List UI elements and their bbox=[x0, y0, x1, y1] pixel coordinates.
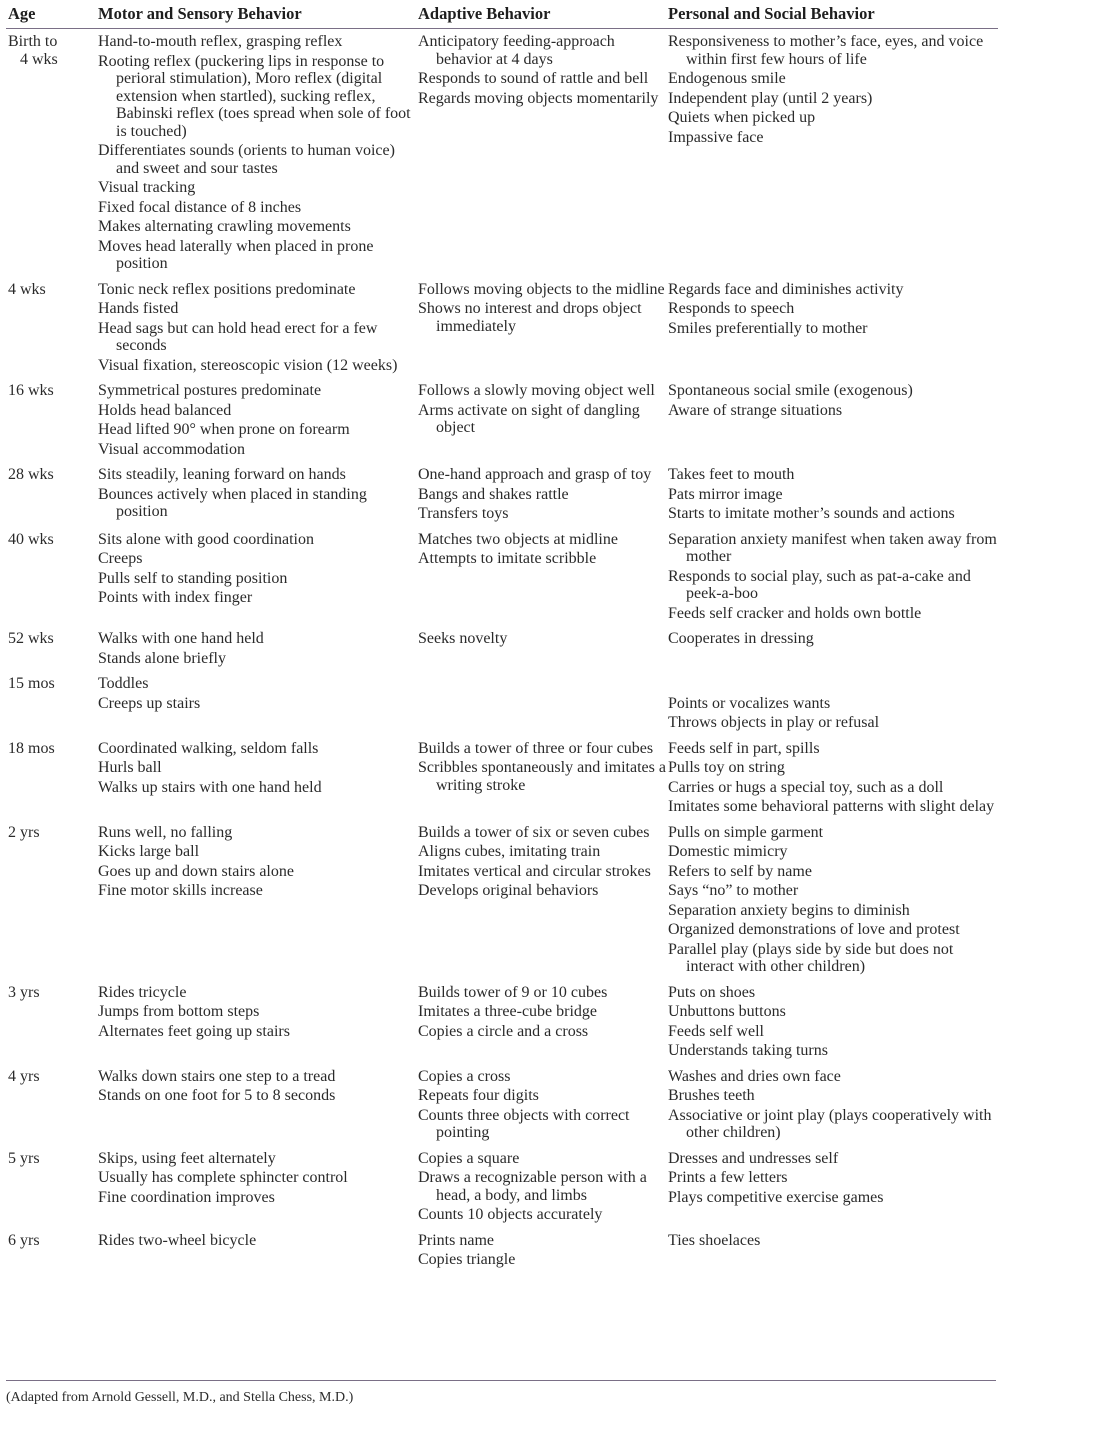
motor-item: Alternates feet going up stairs bbox=[98, 1022, 290, 1040]
age-label: 6 yrs bbox=[8, 1231, 40, 1249]
age-label: 40 wks bbox=[8, 530, 54, 548]
adaptive-item: Aligns cubes, imitating train bbox=[418, 843, 601, 860]
table-row bbox=[6, 1064, 998, 1146]
motor-item: Visual fixation, stereoscopic vision (12 weeks) bbox=[98, 356, 398, 374]
social-item: Endogenous smile bbox=[668, 70, 786, 87]
adaptive-cell bbox=[416, 626, 666, 671]
social-item: Quiets when picked up bbox=[668, 109, 816, 126]
adaptive-item: Copies triangle bbox=[418, 1251, 516, 1268]
adaptive-item: Draws a recognizable person with a head, a body, and limbs bbox=[418, 1169, 647, 1204]
age-label: 4 wks bbox=[8, 280, 46, 298]
social-cell bbox=[666, 29, 998, 277]
social-item bbox=[668, 675, 998, 693]
motor-item: Walks with one hand held bbox=[98, 630, 264, 647]
adaptive-item: Matches two objects at midline bbox=[418, 530, 618, 548]
social-item: Washes and dries own face bbox=[668, 1067, 841, 1085]
adaptive-item: Repeats four digits bbox=[418, 1087, 539, 1104]
social-cell bbox=[666, 1064, 998, 1146]
adaptive-cell bbox=[416, 1228, 666, 1273]
adaptive-item: Prints name bbox=[418, 1231, 494, 1249]
motor-item: Visual accommodation bbox=[98, 440, 245, 458]
social-item: Smiles preferentially to mother bbox=[668, 319, 868, 337]
table-row bbox=[6, 527, 998, 627]
table-row bbox=[6, 671, 998, 736]
motor-item: Visual tracking bbox=[98, 179, 196, 196]
social-item: Regards face and diminishes activity bbox=[668, 280, 904, 298]
motor-item: Toddles bbox=[98, 675, 149, 692]
social-item: Organized demonstrations of love and protest bbox=[668, 921, 960, 938]
adaptive-cell bbox=[416, 980, 666, 1064]
motor-cell bbox=[96, 626, 416, 671]
motor-item: Moves head laterally when placed in prone position bbox=[98, 237, 374, 272]
motor-cell bbox=[96, 820, 416, 980]
motor-item: Stands alone briefly bbox=[98, 649, 226, 667]
social-item: Separation anxiety manifest when taken away from mother bbox=[668, 530, 997, 565]
document-page bbox=[6, 0, 998, 1273]
adaptive-item: One-hand approach and grasp of toy bbox=[418, 466, 652, 483]
table-row bbox=[6, 626, 998, 671]
header-adaptive: Adaptive Behavior bbox=[416, 0, 666, 29]
motor-item: Head sags but can hold head erect for a few seconds bbox=[98, 319, 378, 354]
social-item: Unbuttons buttons bbox=[668, 1003, 786, 1020]
social-cell bbox=[666, 820, 998, 980]
motor-cell bbox=[96, 980, 416, 1064]
adaptive-cell bbox=[416, 277, 666, 379]
motor-item: Head lifted 90° when prone on forearm bbox=[98, 421, 350, 438]
social-item: Pats mirror image bbox=[668, 485, 783, 503]
social-item: Takes feet to mouth bbox=[668, 466, 795, 483]
table-row bbox=[6, 462, 998, 527]
adaptive-item: Counts 10 objects accurately bbox=[418, 1206, 603, 1223]
social-item: Responds to social play, such as pat-a-cake and peek-a-boo bbox=[668, 567, 971, 602]
motor-item: Rides two-wheel bicycle bbox=[98, 1231, 257, 1249]
social-item: Dresses and undresses self bbox=[668, 1149, 839, 1167]
motor-item: Runs well, no falling bbox=[98, 823, 233, 841]
social-cell bbox=[666, 671, 998, 736]
motor-item: Stands on one foot for 5 to 8 seconds bbox=[98, 1087, 336, 1104]
motor-item: Symmetrical postures predominate bbox=[98, 382, 322, 399]
motor-item: Sits steadily, leaning forward on hands bbox=[98, 466, 346, 483]
table-row bbox=[6, 29, 998, 277]
social-item: Puts on shoes bbox=[668, 983, 756, 1001]
motor-item: Pulls self to standing position bbox=[98, 569, 288, 587]
adaptive-cell bbox=[416, 527, 666, 627]
header-motor: Motor and Sensory Behavior bbox=[96, 0, 416, 29]
motor-cell bbox=[96, 1064, 416, 1146]
motor-item: Creeps up stairs bbox=[98, 694, 201, 712]
motor-item: Sits alone with good coordination bbox=[98, 530, 314, 548]
adaptive-item: Builds a tower of six or seven cubes bbox=[418, 823, 650, 841]
motor-cell bbox=[96, 736, 416, 820]
motor-cell bbox=[96, 527, 416, 627]
motor-item: Bounces actively when placed in standing position bbox=[98, 485, 367, 520]
social-item: Aware of strange situations bbox=[668, 401, 843, 419]
motor-cell bbox=[96, 29, 416, 277]
motor-item: Points with index finger bbox=[98, 589, 253, 606]
age-label: 4 yrs bbox=[8, 1067, 40, 1085]
adaptive-item: Anticipatory feeding-approach behavior at 4 days bbox=[418, 33, 615, 68]
social-cell bbox=[666, 1146, 998, 1228]
age-cell bbox=[6, 671, 96, 736]
adaptive-item: Develops original behaviors bbox=[418, 882, 599, 899]
age-cell bbox=[6, 29, 96, 277]
table-row bbox=[6, 736, 998, 820]
age-cell bbox=[6, 378, 96, 462]
social-item: Responsiveness to mother’s face, eyes, and voice within first few hours of life bbox=[668, 33, 984, 68]
social-item: Points or vocalizes wants bbox=[668, 694, 831, 712]
table-row bbox=[6, 980, 998, 1064]
social-item: Feeds self cracker and holds own bottle bbox=[668, 604, 922, 622]
social-item: Independent play (until 2 years) bbox=[668, 89, 873, 107]
motor-item: Differentiates sounds (orients to human voice) and sweet and sour tastes bbox=[98, 142, 395, 177]
social-item: Responds to speech bbox=[668, 300, 795, 317]
social-item: Throws objects in play or refusal bbox=[668, 714, 880, 731]
social-item: Plays competitive exercise games bbox=[668, 1188, 884, 1206]
motor-item: Rides tricycle bbox=[98, 983, 187, 1001]
social-item: Refers to self by name bbox=[668, 862, 812, 880]
adaptive-item: Seeks novelty bbox=[418, 630, 508, 647]
social-item: Understands taking turns bbox=[668, 1042, 828, 1059]
motor-cell bbox=[96, 1228, 416, 1273]
adaptive-item: Scribbles spontaneously and imitates a writing stroke bbox=[418, 759, 666, 794]
age-cell bbox=[6, 1064, 96, 1146]
motor-item: Hurls ball bbox=[98, 759, 162, 776]
motor-item: Holds head balanced bbox=[98, 401, 232, 419]
age-label: 5 yrs bbox=[8, 1149, 40, 1167]
social-item: Cooperates in dressing bbox=[668, 630, 814, 647]
bottom-rule bbox=[6, 1380, 996, 1381]
age-label: Birth to 4 wks bbox=[8, 33, 58, 68]
adaptive-item: Follows moving objects to the midline bbox=[418, 280, 665, 298]
table-row bbox=[6, 1146, 998, 1228]
motor-item: Jumps from bottom steps bbox=[98, 1003, 260, 1020]
header-age: Age bbox=[6, 0, 96, 29]
motor-cell bbox=[96, 671, 416, 736]
social-item: Says “no” to mother bbox=[668, 882, 799, 899]
development-table bbox=[6, 0, 998, 1273]
adaptive-cell bbox=[416, 378, 666, 462]
social-item: Impassive face bbox=[668, 128, 764, 146]
age-cell bbox=[6, 736, 96, 820]
adaptive-item: Follows a slowly moving object well bbox=[418, 382, 655, 399]
motor-item: Goes up and down stairs alone bbox=[98, 862, 294, 880]
adaptive-item: Responds to sound of rattle and bell bbox=[418, 70, 649, 87]
adaptive-cell bbox=[416, 29, 666, 277]
adaptive-cell bbox=[416, 1064, 666, 1146]
social-item: Brushes teeth bbox=[668, 1087, 755, 1104]
table-row bbox=[6, 378, 998, 462]
age-label: 15 mos bbox=[8, 675, 55, 692]
motor-item: Fine motor skills increase bbox=[98, 882, 263, 899]
source-note: (Adapted from Arnold Gessell, M.D., and Stella Chess, M.D.) bbox=[6, 1390, 354, 1405]
table-row bbox=[6, 277, 998, 379]
motor-item: Hand-to-mouth reflex, grasping reflex bbox=[98, 33, 343, 50]
header-social: Personal and Social Behavior bbox=[666, 0, 998, 29]
social-item: Imitates some behavioral patterns with slight delay bbox=[668, 798, 995, 815]
social-cell bbox=[666, 736, 998, 820]
adaptive-item: Copies a circle and a cross bbox=[418, 1022, 589, 1040]
age-label: 52 wks bbox=[8, 630, 54, 647]
age-label: 16 wks bbox=[8, 382, 54, 399]
adaptive-item: Counts three objects with correct pointing bbox=[418, 1106, 630, 1141]
motor-cell bbox=[96, 277, 416, 379]
motor-cell bbox=[96, 378, 416, 462]
age-cell bbox=[6, 626, 96, 671]
age-label: 28 wks bbox=[8, 466, 54, 483]
social-item: Feeds self well bbox=[668, 1022, 764, 1040]
social-item: Parallel play (plays side by side but does not interact with other children) bbox=[668, 940, 954, 975]
table-row bbox=[6, 820, 998, 980]
motor-item: Walks up stairs with one hand held bbox=[98, 778, 322, 796]
motor-item: Fine coordination improves bbox=[98, 1188, 275, 1206]
age-cell bbox=[6, 462, 96, 527]
age-label: 3 yrs bbox=[8, 983, 40, 1001]
motor-item: Skips, using feet alternately bbox=[98, 1149, 276, 1167]
age-cell bbox=[6, 820, 96, 980]
motor-item: Rooting reflex (puckering lips in response to perioral stimulation), Moro reflex (digital extension when startled), sucking reflex, Babinski reflex (toes spread when sole of foot is touched) bbox=[98, 52, 411, 140]
adaptive-item: Builds tower of 9 or 10 cubes bbox=[418, 983, 608, 1001]
age-cell bbox=[6, 1228, 96, 1273]
adaptive-cell bbox=[416, 820, 666, 980]
social-item: Pulls toy on string bbox=[668, 759, 785, 776]
motor-item: Tonic neck reflex positions predominate bbox=[98, 280, 356, 298]
social-item: Pulls on simple garment bbox=[668, 823, 824, 841]
social-cell bbox=[666, 527, 998, 627]
age-label: 18 mos bbox=[8, 739, 55, 757]
motor-item: Makes alternating crawling movements bbox=[98, 218, 351, 235]
header-row bbox=[6, 0, 998, 29]
social-item: Carries or hugs a special toy, such as a doll bbox=[668, 778, 944, 796]
adaptive-item: Copies a square bbox=[418, 1149, 520, 1167]
table-row bbox=[6, 1228, 998, 1273]
motor-cell bbox=[96, 462, 416, 527]
social-cell bbox=[666, 277, 998, 379]
motor-item: Kicks large ball bbox=[98, 843, 200, 860]
age-cell bbox=[6, 980, 96, 1064]
motor-item: Hands fisted bbox=[98, 300, 179, 317]
adaptive-item: Arms activate on sight of dangling object bbox=[418, 401, 640, 436]
adaptive-item: Imitates vertical and circular strokes bbox=[418, 862, 651, 880]
social-item: Associative or joint play (plays cooperatively with other children) bbox=[668, 1106, 992, 1141]
motor-item: Usually has complete sphincter control bbox=[98, 1169, 348, 1186]
social-item: Ties shoelaces bbox=[668, 1231, 761, 1249]
social-item: Feeds self in part, spills bbox=[668, 739, 820, 757]
social-cell bbox=[666, 462, 998, 527]
social-item: Separation anxiety begins to diminish bbox=[668, 901, 910, 919]
adaptive-item: Imitates a three-cube bridge bbox=[418, 1003, 598, 1020]
table-body bbox=[6, 29, 998, 1273]
motor-cell bbox=[96, 1146, 416, 1228]
social-item: Domestic mimicry bbox=[668, 843, 788, 860]
motor-item: Walks down stairs one step to a tread bbox=[98, 1067, 336, 1085]
social-cell bbox=[666, 980, 998, 1064]
adaptive-item: Regards moving objects momentarily bbox=[418, 89, 659, 107]
social-item: Starts to imitate mother’s sounds and actions bbox=[668, 505, 955, 522]
motor-item: Creeps bbox=[98, 550, 143, 567]
adaptive-item: Attempts to imitate scribble bbox=[418, 550, 597, 567]
social-cell bbox=[666, 378, 998, 462]
age-cell bbox=[6, 277, 96, 379]
age-cell bbox=[6, 1146, 96, 1228]
adaptive-item: Shows no interest and drops object immediately bbox=[418, 300, 642, 335]
social-cell bbox=[666, 1228, 998, 1273]
adaptive-item: Transfers toys bbox=[418, 505, 509, 522]
adaptive-cell bbox=[416, 1146, 666, 1228]
adaptive-cell bbox=[416, 736, 666, 820]
social-item: Prints a few letters bbox=[668, 1169, 788, 1186]
motor-item: Coordinated walking, seldom falls bbox=[98, 739, 319, 757]
motor-item: Fixed focal distance of 8 inches bbox=[98, 198, 302, 216]
adaptive-cell bbox=[416, 671, 666, 736]
age-cell bbox=[6, 527, 96, 627]
adaptive-cell bbox=[416, 462, 666, 527]
adaptive-item: Builds a tower of three or four cubes bbox=[418, 739, 654, 757]
social-item: Spontaneous social smile (exogenous) bbox=[668, 382, 913, 399]
adaptive-item: Copies a cross bbox=[418, 1067, 511, 1085]
adaptive-item: Bangs and shakes rattle bbox=[418, 485, 569, 503]
social-cell bbox=[666, 626, 998, 671]
age-label: 2 yrs bbox=[8, 823, 40, 841]
